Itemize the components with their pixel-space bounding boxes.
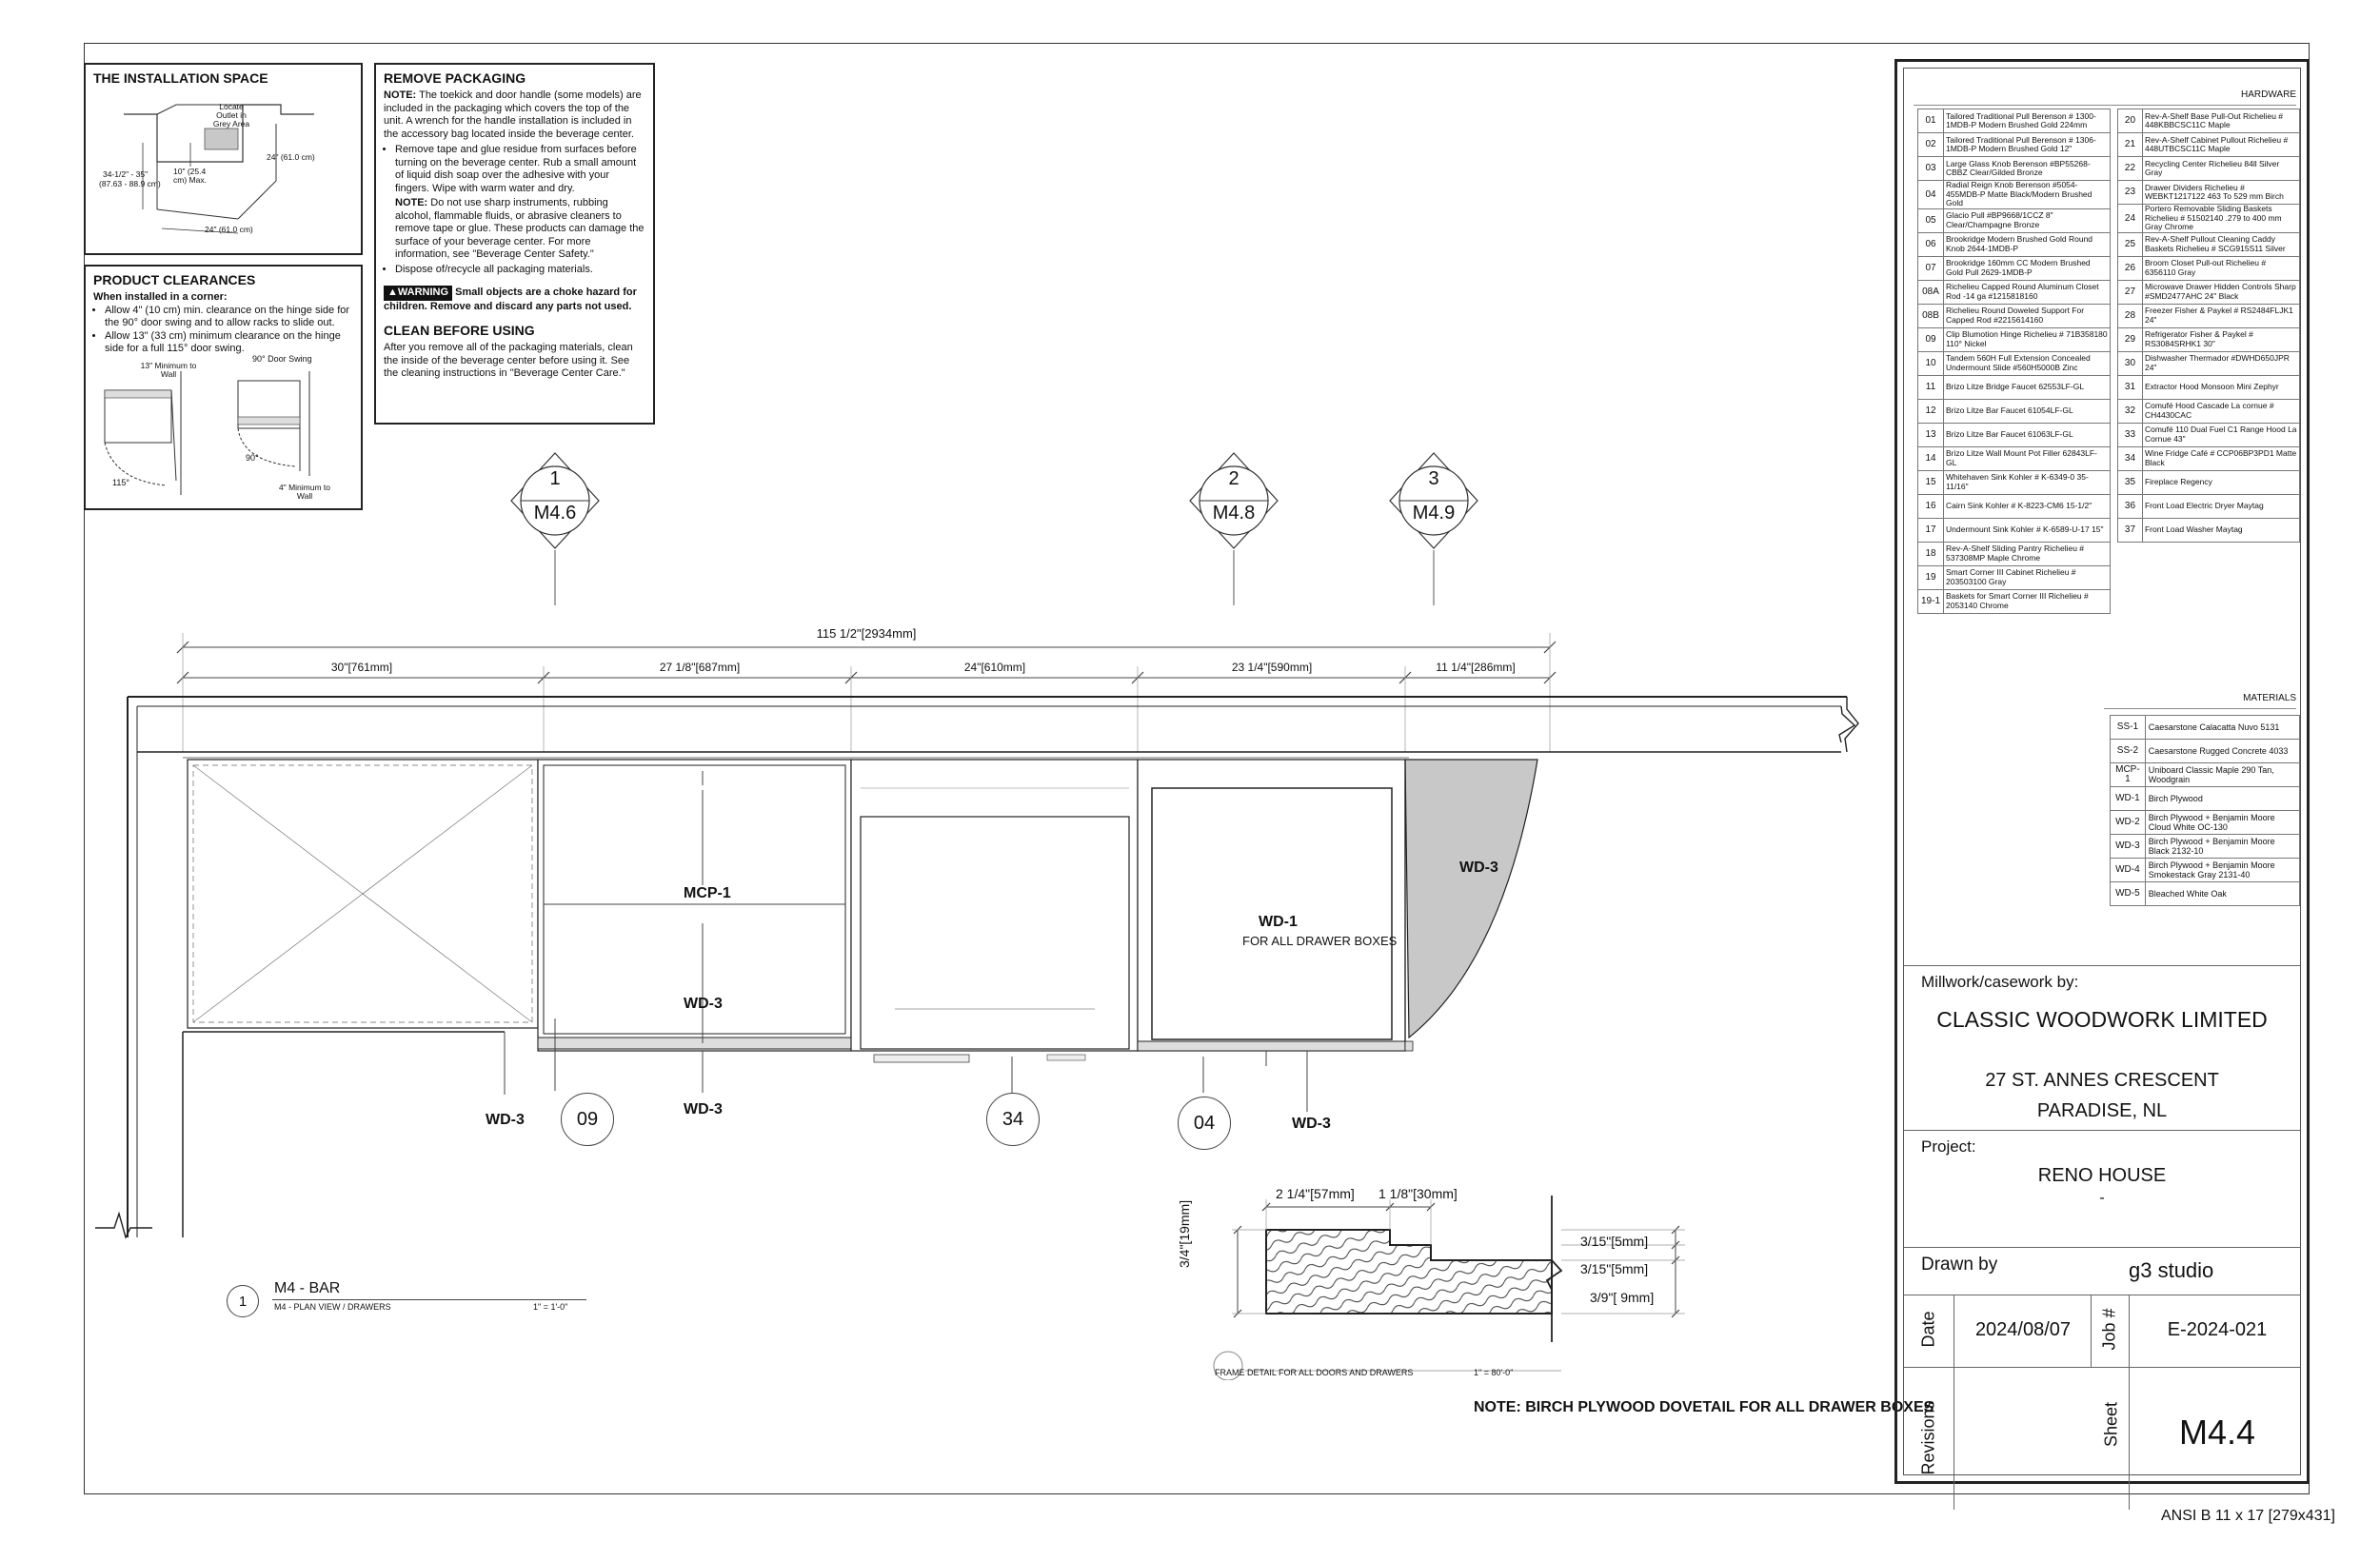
material-row	[2111, 882, 2300, 906]
plan-title-num: 1	[238, 1293, 248, 1310]
frame-dim-side: 3/4"[19mm]	[1177, 1199, 1192, 1268]
project-name: RENO HOUSE	[2037, 1165, 2167, 1186]
hardware-code: 08A	[1918, 280, 1944, 304]
material-row	[2111, 740, 2300, 763]
hardware-code: 29	[2118, 327, 2143, 351]
segment-dimension: 27 1/8"[687mm]	[659, 661, 741, 674]
revisions-label: Revisions	[1918, 1400, 1938, 1475]
hardware-row	[2118, 446, 2300, 470]
hardware-row	[1918, 375, 2111, 399]
material-desc: Caesarstone Calacatta Nuvo 5131	[2145, 716, 2299, 740]
depth-dim: 24" (61.0 cm)	[267, 152, 315, 162]
hardware-code: 02	[1918, 133, 1944, 157]
section-num: 3	[1428, 468, 1439, 489]
project-label: Project:	[1921, 1137, 1976, 1156]
material-desc: Caesarstone Rugged Concrete 4033	[2145, 740, 2299, 763]
hardware-desc: Brizo Litze Bar Faucet 61063LF-GL	[1944, 423, 2111, 446]
hardware-code: 11	[1918, 375, 1944, 399]
hardware-row	[1918, 304, 2111, 327]
hardware-desc: Cairn Sink Kohler # K-8223-CM6 15-1/2"	[1944, 494, 2111, 518]
hardware-row	[2118, 470, 2300, 494]
material-code: WD-1	[2111, 787, 2146, 811]
hardware-desc: Rev-A-Shelf Cabinet Pullout Richelieu # 448UTBCSC11C Maple	[2142, 133, 2299, 157]
note-label: NOTE:	[384, 89, 417, 101]
hardware-desc: Smart Corner III Cabinet Richelieu # 203503100 Gray	[1944, 565, 2111, 589]
segment-dimension: 30"[761mm]	[330, 661, 393, 674]
material-code: WD-5	[2111, 882, 2146, 906]
material-code: SS-2	[2111, 740, 2146, 763]
remove-packaging-title: REMOVE PACKAGING	[384, 70, 526, 86]
hardware-row	[2118, 181, 2300, 205]
note-dovetail: NOTE: BIRCH PLYWOOD DOVETAIL FOR ALL DRAWER BOXES	[1474, 1399, 1934, 1415]
hardware-code: 01	[1918, 109, 1944, 133]
hardware-code: 06	[1918, 232, 1944, 256]
clearances-subtitle: When installed in a corner:	[93, 291, 228, 303]
hardware-code: 27	[2118, 280, 2143, 304]
hardware-row	[1918, 518, 2111, 542]
clean-text: After you remove all of the packaging materials, clean the inside of the beverage center before using it. See the cleaning instructions in "Beverage Center Care."	[384, 342, 633, 379]
hardware-row	[2118, 133, 2300, 157]
hardware-code: 24	[2118, 205, 2143, 233]
installation-space-title: THE INSTALLATION SPACE	[93, 70, 268, 86]
packaging-item2: • Dispose of/recycle all packaging materials.	[395, 264, 645, 277]
hardware-code: 04	[1918, 181, 1944, 209]
date-value: 2024/08/07	[1974, 1319, 2072, 1340]
hardware-row	[1918, 157, 2111, 181]
hardware-code: 18	[1918, 542, 1944, 565]
frame-dim-top-b: 1 1/8"[30mm]	[1378, 1186, 1458, 1201]
materials-title: MATERIALS	[2243, 693, 2296, 703]
millwork-label: Millwork/casework by:	[1921, 973, 2079, 991]
hardware-desc: Undermount Sink Kohler # K-6589-U-17 15"	[1944, 518, 2111, 542]
hardware-tag[interactable]: 04	[1178, 1097, 1231, 1150]
hardware-row	[1918, 327, 2111, 351]
material-desc: Birch Plywood	[2145, 787, 2299, 811]
hardware-row	[1918, 589, 2111, 613]
tb-rule	[1904, 1367, 2300, 1368]
hardware-desc: Wine Fridge Café # CCP06BP3PD1 Matte Black	[2142, 446, 2299, 470]
product-clearances-title: PRODUCT CLEARANCES	[93, 272, 256, 287]
material-row	[2111, 835, 2300, 859]
hardware-code: 19	[1918, 565, 1944, 589]
min-wall-4: 4" Minimum to Wall	[278, 483, 331, 501]
hardware-desc: Dishwasher Thermador #DWHD650JPR 24"	[2142, 351, 2299, 375]
section-num: 1	[549, 468, 561, 489]
hardware-code: 05	[1918, 208, 1944, 232]
warning-text: Small objects are a choke hazard for children. Remove and discard any parts not used.	[384, 287, 637, 312]
material-row	[2111, 763, 2300, 787]
segment-dimension: 23 1/4"[590mm]	[1231, 661, 1313, 674]
job-label: Job #	[2099, 1308, 2119, 1351]
hardware-tag[interactable]: 09	[561, 1093, 614, 1146]
tb-vrule	[2129, 1295, 2130, 1510]
frame-detail-caption: FRAME DETAIL FOR ALL DOORS AND DRAWERS	[1215, 1368, 1414, 1377]
project-sub: -	[2099, 1190, 2105, 1206]
hardware-row	[1918, 181, 2111, 209]
hardware-row	[1918, 280, 2111, 304]
warning-badge: ▲WARNING	[384, 286, 452, 301]
plan-title-subtitle: M4 - PLAN VIEW / DRAWERS	[274, 1302, 391, 1312]
plan-title-scale: 1" = 1'-0"	[533, 1302, 568, 1312]
material-label-wd3: WD-3	[684, 1101, 723, 1117]
hardware-code: 22	[2118, 157, 2143, 181]
packaging-note: The toekick and door handle (some models) are included in the packaging which covers the top of the unit. A wrench for the handle installation is included in the accessory bag located inside the beverage center.	[384, 89, 642, 140]
address-line2: PARADISE, NL	[2036, 1100, 2168, 1121]
hardware-desc: Microwave Drawer Hidden Controls Sharp #SMD2477AHC 24" Black	[2142, 280, 2299, 304]
hardware-desc: Rev-A-Shelf Pullout Cleaning Caddy Baskets Richelieu # SCG915S11 Silver	[2142, 232, 2299, 256]
hardware-code: 20	[2118, 109, 2143, 133]
hardware-code: 13	[1918, 423, 1944, 446]
hardware-row	[1918, 232, 2111, 256]
material-code: WD-2	[2111, 811, 2146, 835]
plan-title-underline	[272, 1299, 586, 1300]
frame-dim-r2: 3/15"[5mm]	[1580, 1261, 1649, 1276]
hardware-code: 37	[2118, 518, 2143, 542]
hardware-desc: Tailored Traditional Pull Berenson # 1306-1MDB-P Modern Brushed Gold 12"	[1944, 133, 2111, 157]
height-metric: (87.63 - 88.9 cm)	[99, 179, 161, 188]
hardware-row	[1918, 565, 2111, 589]
material-desc: Bleached White Oak	[2145, 882, 2299, 906]
door-swing-90: 90° Door Swing	[252, 354, 312, 364]
address-line1: 27 ST. ANNES CRESCENT	[1985, 1070, 2219, 1091]
hardware-row	[1918, 109, 2111, 133]
hardware-code: 23	[2118, 181, 2143, 205]
hardware-row	[1918, 423, 2111, 446]
hardware-table-right	[2117, 109, 2300, 543]
hardware-code: 12	[1918, 399, 1944, 423]
hardware-code: 28	[2118, 304, 2143, 327]
frame-dim-top-a: 2 1/4"[57mm]	[1276, 1186, 1355, 1201]
plan-title-bubble	[227, 1285, 259, 1317]
sheet-number: M4.4	[2178, 1413, 2256, 1452]
hardware-code: 21	[2118, 133, 2143, 157]
hardware-code: 03	[1918, 157, 1944, 181]
packaging-item: • Remove tape and glue residue from surfaces before turning on the beverage center. Rub a small amount of liquid dish soap over the adhesive with your fingers. Wipe with warm water and dry.	[395, 144, 645, 195]
material-code: WD-3	[2111, 835, 2146, 859]
hardware-desc: Tailored Traditional Pull Berenson # 1300-1MDB-P Modern Brushed Gold 224mm	[1944, 109, 2111, 133]
hardware-code: 09	[1918, 327, 1944, 351]
material-desc: Uniboard Classic Maple 290 Tan, Woodgrain	[2145, 763, 2299, 787]
hardware-row	[2118, 304, 2300, 327]
hardware-desc: Extractor Hood Monsoon Mini Zephyr	[2142, 375, 2299, 399]
material-desc: Birch Plywood + Benjamin Moore Black 2132-10	[2145, 835, 2299, 859]
packaging-note2: Do not use sharp instruments, rubbing alcohol, flammable fluids, or abrasive cleaners to remove tape or glue. These products can damage the surface of your beverage center. For more information, see "Beverage Center Safety."	[395, 197, 645, 260]
clean-title: CLEAN BEFORE USING	[384, 323, 535, 338]
hardware-row	[1918, 133, 2111, 157]
tb-rule	[1904, 965, 2300, 966]
material-label-wd1: WD-1	[1259, 914, 1298, 930]
tb-rule	[1904, 1130, 2300, 1131]
hardware-code: 25	[2118, 232, 2143, 256]
hardware-code: 26	[2118, 256, 2143, 280]
plan-title: M4 - BAR	[274, 1280, 341, 1296]
hardware-code: 32	[2118, 399, 2143, 423]
hardware-desc: Front Load Washer Maytag	[2142, 518, 2299, 542]
hardware-code: 31	[2118, 375, 2143, 399]
material-label-wd3: WD-3	[684, 996, 723, 1012]
hardware-code: 14	[1918, 446, 1944, 470]
material-label-mcp1: MCP-1	[684, 885, 731, 901]
material-row	[2111, 811, 2300, 835]
materials-title-rule	[2104, 708, 2296, 709]
material-label-wd1-sub: FOR ALL DRAWER BOXES	[1242, 934, 1398, 948]
hardware-desc: Radial Reign Knob Berenson #5054-455MDB-P Matte Black/Modern Brushed Gold	[1944, 181, 2111, 209]
paper-size: ANSI B 11 x 17 [279x431]	[2161, 1508, 2335, 1524]
hardware-desc: Comufé 110 Dual Fuel C1 Range Hood La Cornue 43"	[2142, 423, 2299, 446]
hardware-desc: Brizo Litze Bar Faucet 61054LF-GL	[1944, 399, 2111, 423]
hardware-code: 36	[2118, 494, 2143, 518]
note2-label: NOTE:	[395, 197, 428, 208]
section-ref: M4.8	[1212, 503, 1256, 524]
job-value: E-2024-021	[2167, 1319, 2268, 1340]
frame-dim-r1: 3/15"[5mm]	[1580, 1234, 1649, 1249]
hardware-code: 17	[1918, 518, 1944, 542]
hardware-desc: Glacio Pull #BP9668/1CCZ 8" Clear/Champagne Bronze	[1944, 208, 2111, 232]
hardware-row	[2118, 518, 2300, 542]
frame-detail-drawing	[1200, 1180, 1695, 1380]
material-row	[2111, 716, 2300, 740]
material-label-wd3: WD-3	[1292, 1116, 1331, 1132]
hardware-desc: Richelieu Capped Round Aluminum Closet Rod -14 ga #1215818160	[1944, 280, 2111, 304]
hardware-desc: Rev-A-Shelf Base Pull-Out Richelieu # 448KBBCSC11C Maple	[2142, 109, 2299, 133]
tb-rule	[1904, 1247, 2300, 1248]
hardware-row	[2118, 205, 2300, 233]
hardware-row	[2118, 256, 2300, 280]
min-wall-13: 13" Minimum to Wall	[140, 361, 197, 379]
material-desc: Birch Plywood + Benjamin Moore Cloud White OC-130	[2145, 811, 2299, 835]
material-label-wd3: WD-3	[1459, 860, 1498, 876]
hardware-desc: Large Glass Knob Berenson #BP55268-CBBZ Clear/Gilded Bronze	[1944, 157, 2111, 181]
hardware-code: 10	[1918, 351, 1944, 375]
angle-90: 90°	[246, 453, 259, 463]
hardware-row	[2118, 157, 2300, 181]
segment-dimension: 11 1/4"[286mm]	[1436, 661, 1516, 674]
sheet-label: Sheet	[2101, 1401, 2121, 1448]
hardware-row	[2118, 351, 2300, 375]
hardware-row	[2118, 494, 2300, 518]
hardware-code: 16	[1918, 494, 1944, 518]
material-code: WD-4	[2111, 859, 2146, 882]
section-ref: M4.6	[533, 503, 577, 524]
section-ref: M4.9	[1412, 503, 1456, 524]
title-block	[1894, 59, 2310, 1484]
segment-dimension: 24"[610mm]	[963, 661, 1026, 674]
drawn-by-value: g3 studio	[2129, 1258, 2214, 1282]
hardware-code: 34	[2118, 446, 2143, 470]
hardware-desc: Front Load Electric Dryer Maytag	[2142, 494, 2299, 518]
hardware-desc: Drawer Dividers Richelieu # WEBKT1217122 463 To 529 mm Birch	[2142, 181, 2299, 205]
frame-dim-r3: 3/9"[ 9mm]	[1590, 1290, 1655, 1305]
hardware-title: HARDWARE	[2241, 89, 2296, 100]
hardware-row	[1918, 446, 2111, 470]
hardware-desc: Portero Removable Sliding Baskets Richelieu # 51502140 .279 to 400 mm Gray Chrome	[2142, 205, 2299, 233]
hardware-code: 35	[2118, 470, 2143, 494]
hardware-desc: Baskets for Smart Corner III Richelieu # 2053140 Chrome	[1944, 589, 2111, 613]
hardware-desc: Brizo Litze Wall Mount Pot Filler 62843LF-GL	[1944, 446, 2111, 470]
hardware-row	[2118, 327, 2300, 351]
hardware-row	[2118, 280, 2300, 304]
hardware-code: 19-1	[1918, 589, 1944, 613]
material-label-wd3: WD-3	[486, 1112, 525, 1128]
tb-vrule	[2091, 1295, 2092, 1367]
hardware-row	[2118, 423, 2300, 446]
material-desc: Birch Plywood + Benjamin Moore Smokestack Gray 2131-40	[2145, 859, 2299, 882]
hardware-row	[1918, 256, 2111, 280]
date-label: Date	[1918, 1311, 1938, 1348]
hardware-desc: Tandem 560H Full Extension Concealed Undermount Slide #560H5000B Zinc	[1944, 351, 2111, 375]
hardware-code: 15	[1918, 470, 1944, 494]
hardware-code: 30	[2118, 351, 2143, 375]
hardware-row	[2118, 375, 2300, 399]
company-name: CLASSIC WOODWORK LIMITED	[1936, 1007, 2268, 1032]
hardware-row	[1918, 470, 2111, 494]
hardware-row	[1918, 351, 2111, 375]
clearance-item: • Allow 4" (10 cm) min. clearance on the hinge side for the 90° door swing and to allow racks to slide out.	[105, 305, 353, 330]
angle-115: 115°	[112, 478, 129, 487]
hardware-desc: Rev-A-Shelf Sliding Pantry Richelieu # 537308MP Maple Chrome	[1944, 542, 2111, 565]
outlet-note: Locate Outlet in Grey Area	[212, 102, 250, 128]
hardware-desc: Clip Blumotion Hinge Richelieu # 71B358180 110° Nickel	[1944, 327, 2111, 351]
hardware-code: 08B	[1918, 304, 1944, 327]
hardware-desc: Freezer Fisher & Paykel # RS2484FLJK1 24"	[2142, 304, 2299, 327]
hardware-desc: Refrigerator Fisher & Paykel # RS3084SRHK1 30"	[2142, 327, 2299, 351]
hardware-row	[1918, 399, 2111, 423]
hardware-code: 33	[2118, 423, 2143, 446]
clearance-item: • Allow 13" (33 cm) minimum clearance on the hinge side for a full 115° door swing.	[105, 330, 353, 356]
hardware-row	[2118, 109, 2300, 133]
hardware-tag[interactable]: 34	[986, 1093, 1040, 1146]
overall-dimension: 115 1/2"[2934mm]	[816, 626, 917, 641]
hardware-table-left	[1917, 109, 2111, 614]
material-code: SS-1	[2111, 716, 2146, 740]
hardware-row	[1918, 494, 2111, 518]
hardware-row	[1918, 542, 2111, 565]
hardware-desc: Richelieu Round Doweled Support For Capped Rod #2215614160	[1944, 304, 2111, 327]
hardware-row	[1918, 208, 2111, 232]
section-num: 2	[1228, 468, 1240, 489]
hardware-row	[2118, 232, 2300, 256]
height-range: 34-1/2" - 35"	[103, 169, 149, 179]
hardware-desc: Recycling Center Richelieu 84ll Silver Gray	[2142, 157, 2299, 181]
material-row	[2111, 859, 2300, 882]
materials-table	[2110, 715, 2300, 906]
hardware-code: 07	[1918, 256, 1944, 280]
drawn-by-label: Drawn by	[1921, 1255, 1998, 1275]
material-row	[2111, 787, 2300, 811]
frame-detail-scale: 1" = 80'-0"	[1474, 1368, 1514, 1377]
hardware-desc: Whitehaven Sink Kohler # K-6349-0 35-11/16"	[1944, 470, 2111, 494]
hardware-row	[2118, 399, 2300, 423]
hardware-desc: Brizo Litze Bridge Faucet 62553LF-GL	[1944, 375, 2111, 399]
hardware-title-rule	[1914, 105, 2296, 106]
outlet-height: 10" (25.4 cm) Max.	[173, 167, 207, 185]
hardware-desc: Broom Closet Pull-out Richelieu # 6356110 Gray	[2142, 256, 2299, 280]
hardware-desc: Brookridge 160mm CC Modern Brushed Gold Pull 2629-1MDB-P	[1944, 256, 2111, 280]
hardware-desc: Brookridge Modern Brushed Gold Round Knob 2644-1MDB-P	[1944, 232, 2111, 256]
hardware-desc: Fireplace Regency	[2142, 470, 2299, 494]
material-code: MCP-1	[2111, 763, 2146, 787]
width-dim: 24" (61.0 cm)	[205, 225, 253, 234]
hardware-desc: Comufé Hood Cascade La cornue # CH4430CAC	[2142, 399, 2299, 423]
